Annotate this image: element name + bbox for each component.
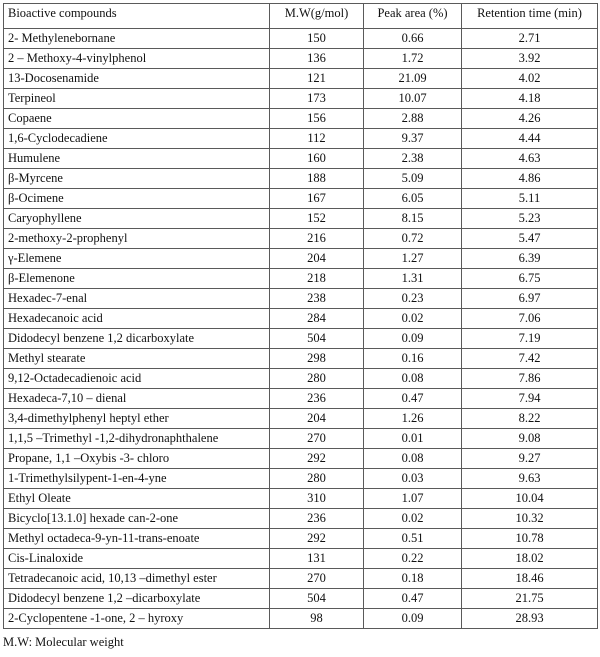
cell-compound: 2- Methylenebornane (4, 29, 270, 49)
header-compound: Bioactive compounds (4, 4, 270, 29)
cell-peak-area: 5.09 (364, 169, 462, 189)
table-row (4, 289, 598, 309)
cell-molecular-weight: 136 (270, 49, 364, 69)
cell-molecular-weight: 156 (270, 109, 364, 129)
table-row (4, 89, 598, 109)
table-row (4, 129, 598, 149)
cell-molecular-weight: 236 (270, 509, 364, 529)
table-row (4, 509, 598, 529)
cell-compound: Ethyl Oleate (4, 489, 270, 509)
cell-retention-time: 7.86 (462, 369, 598, 389)
table-row (4, 589, 598, 609)
cell-compound: Cis-Linaloxide (4, 549, 270, 569)
cell-retention-time: 4.44 (462, 129, 598, 149)
cell-peak-area: 6.05 (364, 189, 462, 209)
cell-retention-time: 10.32 (462, 509, 598, 529)
cell-molecular-weight: 284 (270, 309, 364, 329)
table-row (4, 209, 598, 229)
cell-molecular-weight: 150 (270, 29, 364, 49)
table-row (4, 329, 598, 349)
cell-molecular-weight: 121 (270, 69, 364, 89)
table-container (3, 3, 597, 629)
header-peak-area: Peak area (%) (364, 4, 462, 29)
table-row (4, 449, 598, 469)
cell-compound: 13-Docosenamide (4, 69, 270, 89)
cell-compound: 2-Cyclopentene -1-one, 2 – hyroxy (4, 609, 270, 629)
cell-peak-area: 8.15 (364, 209, 462, 229)
cell-retention-time: 7.42 (462, 349, 598, 369)
cell-retention-time: 10.04 (462, 489, 598, 509)
cell-peak-area: 1.27 (364, 249, 462, 269)
cell-molecular-weight: 98 (270, 609, 364, 629)
cell-compound: 2-methoxy-2-prophenyl (4, 229, 270, 249)
cell-molecular-weight: 131 (270, 549, 364, 569)
cell-molecular-weight: 112 (270, 129, 364, 149)
cell-peak-area: 0.51 (364, 529, 462, 549)
cell-peak-area: 0.02 (364, 309, 462, 329)
cell-compound: 2 – Methoxy-4-vinylphenol (4, 49, 270, 69)
cell-compound: β-Ocimene (4, 189, 270, 209)
cell-retention-time: 8.22 (462, 409, 598, 429)
cell-compound: Propane, 1,1 –Oxybis -3- chloro (4, 449, 270, 469)
cell-retention-time: 4.63 (462, 149, 598, 169)
cell-peak-area: 0.16 (364, 349, 462, 369)
cell-retention-time: 5.11 (462, 189, 598, 209)
cell-peak-area: 1.26 (364, 409, 462, 429)
cell-compound: 1,1,5 –Trimethyl -1,2-dihydronaphthalene (4, 429, 270, 449)
cell-retention-time: 7.94 (462, 389, 598, 409)
cell-compound: Methyl octadeca-9-yn-11-trans-enoate (4, 529, 270, 549)
cell-retention-time: 18.46 (462, 569, 598, 589)
cell-molecular-weight: 173 (270, 89, 364, 109)
cell-peak-area: 10.07 (364, 89, 462, 109)
cell-retention-time: 4.26 (462, 109, 598, 129)
cell-molecular-weight: 292 (270, 529, 364, 549)
table-row (4, 109, 598, 129)
cell-molecular-weight: 298 (270, 349, 364, 369)
footnote: M.W: Molecular weight (3, 635, 124, 649)
table-row (4, 569, 598, 589)
table-row (4, 169, 598, 189)
table-row (4, 469, 598, 489)
table-row (4, 269, 598, 289)
cell-retention-time: 5.23 (462, 209, 598, 229)
cell-peak-area: 1.07 (364, 489, 462, 509)
table-row (4, 149, 598, 169)
cell-peak-area: 0.09 (364, 329, 462, 349)
table-row (4, 549, 598, 569)
cell-molecular-weight: 270 (270, 569, 364, 589)
cell-retention-time: 4.02 (462, 69, 598, 89)
cell-molecular-weight: 504 (270, 329, 364, 349)
cell-peak-area: 1.31 (364, 269, 462, 289)
table-row (4, 389, 598, 409)
cell-molecular-weight: 204 (270, 249, 364, 269)
table-row (4, 249, 598, 269)
cell-peak-area: 0.72 (364, 229, 462, 249)
cell-compound: Tetradecanoic acid, 10,13 –dimethyl ester (4, 569, 270, 589)
cell-compound: Hexadeca-7,10 – dienal (4, 389, 270, 409)
cell-molecular-weight: 167 (270, 189, 364, 209)
bioactive-compounds-table (3, 3, 598, 629)
cell-peak-area: 0.09 (364, 609, 462, 629)
table-header-row (4, 4, 598, 29)
cell-peak-area: 0.22 (364, 549, 462, 569)
cell-molecular-weight: 280 (270, 369, 364, 389)
header-molecular-weight: M.W(g/mol) (270, 4, 364, 29)
cell-retention-time: 2.71 (462, 29, 598, 49)
cell-compound: 1-Trimethylsilypent-1-en-4-yne (4, 469, 270, 489)
cell-molecular-weight: 160 (270, 149, 364, 169)
cell-retention-time: 9.08 (462, 429, 598, 449)
cell-molecular-weight: 152 (270, 209, 364, 229)
cell-retention-time: 6.39 (462, 249, 598, 269)
cell-peak-area: 0.23 (364, 289, 462, 309)
cell-compound: 9,12-Octadecadienoic acid (4, 369, 270, 389)
cell-compound: Hexadecanoic acid (4, 309, 270, 329)
cell-retention-time: 10.78 (462, 529, 598, 549)
table-row (4, 529, 598, 549)
cell-retention-time: 9.63 (462, 469, 598, 489)
header-retention-time: Retention time (min) (462, 4, 598, 29)
table-row (4, 369, 598, 389)
table-row (4, 69, 598, 89)
cell-molecular-weight: 218 (270, 269, 364, 289)
table-row (4, 489, 598, 509)
cell-retention-time: 6.75 (462, 269, 598, 289)
cell-retention-time: 5.47 (462, 229, 598, 249)
cell-compound: Bicyclo[13.1.0] hexade can-2-one (4, 509, 270, 529)
cell-molecular-weight: 270 (270, 429, 364, 449)
cell-peak-area: 0.03 (364, 469, 462, 489)
cell-molecular-weight: 280 (270, 469, 364, 489)
cell-molecular-weight: 238 (270, 289, 364, 309)
cell-peak-area: 0.66 (364, 29, 462, 49)
cell-compound: Didodecyl benzene 1,2 dicarboxylate (4, 329, 270, 349)
cell-peak-area: 2.88 (364, 109, 462, 129)
cell-peak-area: 0.47 (364, 589, 462, 609)
cell-retention-time: 7.06 (462, 309, 598, 329)
cell-compound: β-Elemenone (4, 269, 270, 289)
cell-retention-time: 4.86 (462, 169, 598, 189)
cell-compound: Didodecyl benzene 1,2 –dicarboxylate (4, 589, 270, 609)
cell-peak-area: 0.08 (364, 449, 462, 469)
cell-molecular-weight: 292 (270, 449, 364, 469)
table-row (4, 189, 598, 209)
cell-compound: Copaene (4, 109, 270, 129)
cell-compound: Terpineol (4, 89, 270, 109)
cell-molecular-weight: 188 (270, 169, 364, 189)
cell-compound: 3,4-dimethylphenyl heptyl ether (4, 409, 270, 429)
cell-retention-time: 18.02 (462, 549, 598, 569)
table-row (4, 309, 598, 329)
cell-retention-time: 4.18 (462, 89, 598, 109)
cell-compound: Methyl stearate (4, 349, 270, 369)
cell-peak-area: 0.01 (364, 429, 462, 449)
cell-retention-time: 28.93 (462, 609, 598, 629)
cell-peak-area: 0.08 (364, 369, 462, 389)
cell-peak-area: 0.18 (364, 569, 462, 589)
cell-compound: Caryophyllene (4, 209, 270, 229)
table-row (4, 429, 598, 449)
cell-retention-time: 7.19 (462, 329, 598, 349)
cell-compound: 1,6-Cyclodecadiene (4, 129, 270, 149)
cell-molecular-weight: 236 (270, 389, 364, 409)
cell-compound: Humulene (4, 149, 270, 169)
cell-peak-area: 1.72 (364, 49, 462, 69)
cell-peak-area: 0.47 (364, 389, 462, 409)
cell-compound: γ-Elemene (4, 249, 270, 269)
cell-retention-time: 9.27 (462, 449, 598, 469)
cell-molecular-weight: 310 (270, 489, 364, 509)
cell-peak-area: 2.38 (364, 149, 462, 169)
cell-compound: Hexadec-7-enal (4, 289, 270, 309)
cell-compound: β-Myrcene (4, 169, 270, 189)
cell-molecular-weight: 216 (270, 229, 364, 249)
table-row (4, 29, 598, 49)
cell-molecular-weight: 204 (270, 409, 364, 429)
cell-retention-time: 6.97 (462, 289, 598, 309)
table-row (4, 609, 598, 629)
cell-molecular-weight: 504 (270, 589, 364, 609)
cell-peak-area: 0.02 (364, 509, 462, 529)
table-row (4, 409, 598, 429)
cell-peak-area: 9.37 (364, 129, 462, 149)
table-row (4, 349, 598, 369)
table-row (4, 49, 598, 69)
cell-retention-time: 3.92 (462, 49, 598, 69)
cell-peak-area: 21.09 (364, 69, 462, 89)
table-row (4, 229, 598, 249)
cell-retention-time: 21.75 (462, 589, 598, 609)
